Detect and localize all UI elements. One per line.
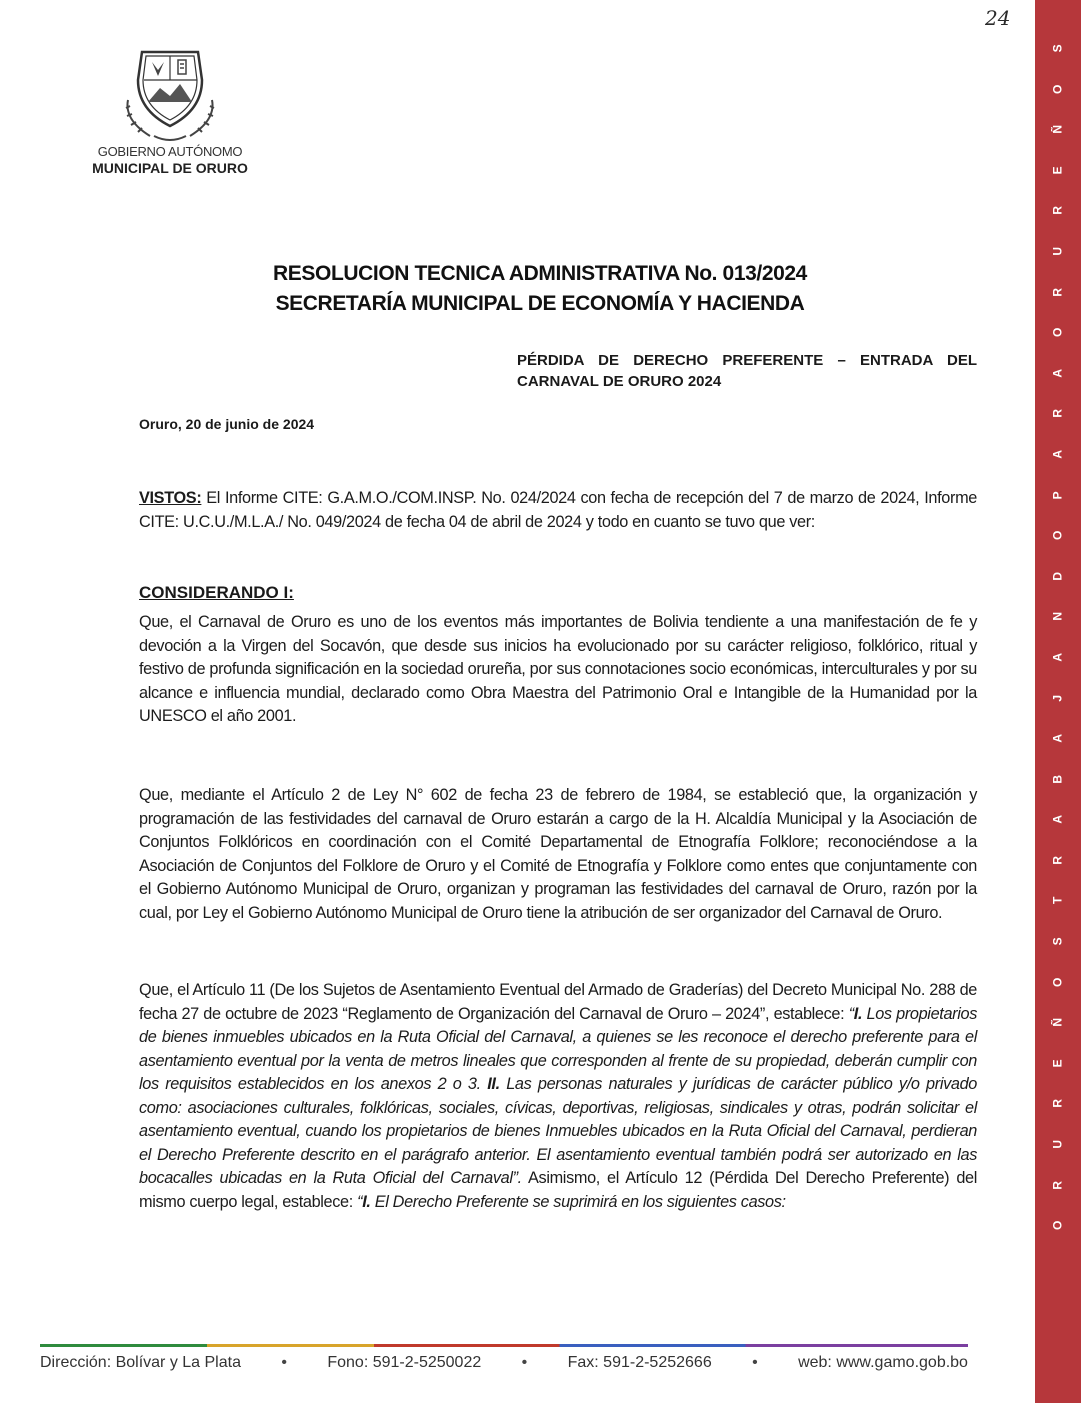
p3-continuation: Asimismo, el Artículo 12 (Pérdida Del Derecho Preferente) del mismo cuerpo legal, establece: — [139, 1169, 977, 1211]
sidebar-motto-letter: R — [1050, 287, 1065, 297]
sidebar-motto-letter: S — [1050, 937, 1065, 946]
footer-phone: Fono: 591-2-5250022 — [327, 1354, 482, 1371]
coat-of-arms-logo — [120, 40, 220, 145]
document-date: Oruro, 20 de junio de 2024 — [139, 416, 315, 432]
sidebar-motto-letter: O — [1050, 327, 1065, 338]
sidebar-motto-letter: R — [1050, 1099, 1065, 1109]
p3-quote1-open: “ — [848, 1004, 854, 1023]
footer-separator: • — [752, 1354, 758, 1371]
footer-separator: • — [281, 1354, 287, 1371]
sidebar-motto-letter: R — [1050, 1180, 1065, 1190]
vistos-text: El Informe CITE: G.A.M.O./COM.INSP. No. 024/2024 con fecha de recepción del 7 de marzo de 2024, Informe CITE: U.C.U./M.L.A./ No. 049/2024 de fecha 04 de abril de 2024 y todo en cuanto se tuvo que ver: — [139, 489, 977, 531]
subject-reference: PÉRDIDA DE DERECHO PREFERENTE – ENTRADA DEL CARNAVAL DE ORURO 2024 — [517, 352, 977, 390]
footer-web[interactable]: web: www.gamo.gob.bo — [798, 1354, 968, 1371]
p3-quote1-text-1: Los propietarios de bienes inmuebles ubicados en la Ruta Oficial del Carnaval, a quienes se les reconoce el derecho preferente para el asentamiento eventual por la venta de metros lineales que corresponden al frente de su propiedad, deberán cumplir con los requisitos establecidos en los anexos 2 o 3. — [139, 1004, 977, 1093]
footer-color-rule — [40, 1344, 968, 1347]
sidebar-motto-letter: O — [1050, 1220, 1065, 1231]
sidebar-motto-letter: P — [1050, 490, 1065, 499]
sidebar-motto-letter: B — [1050, 774, 1065, 784]
org-name-line1: GOBIERNO AUTÓNOMO — [97, 144, 243, 159]
footer-address: Dirección: Bolívar y La Plata — [40, 1354, 241, 1371]
considerando-paragraph-1: Que, el Carnaval de Oruro es uno de los eventos más importantes de Bolivia tendiente a una manifestación de fe y devoción a la Virgen del Socavón, que desde sus inicios ha evolucionado por su carácter religioso, folklórico, ritual y festivo de profunda significación en la sociedad orureña, por sus connotaciones socio económicas, interculturales y por su alcance e influencia mundial, declarado como Obra Maestra del Patrimonio Oral e Intangible de la Humanidad por la UNESCO el año 2001. — [139, 613, 977, 725]
sidebar-motto-letter: A — [1050, 368, 1065, 378]
sidebar-motto-letter: N — [1050, 612, 1065, 621]
sidebar-motto-letter: A — [1050, 652, 1065, 662]
p3-quote2-open: “ — [357, 1192, 363, 1211]
sidebar-motto-letter: U — [1050, 246, 1065, 256]
sidebar-motto-letter: E — [1050, 166, 1065, 175]
org-name-line2: MUNICIPAL DE ORURO — [92, 160, 248, 176]
footer — [40, 1354, 968, 1372]
document-subtitle: SECRETARÍA MUNICIPAL DE ECONOMÍA Y HACIENDA — [275, 292, 805, 315]
footer-fax: Fax: 591-2-5252666 — [567, 1354, 712, 1371]
sidebar-motto-letter: A — [1050, 449, 1065, 459]
p3-quote1-numeral-1: I. — [853, 1004, 863, 1023]
sidebar-motto-letter: D — [1050, 571, 1065, 581]
sidebar-motto-letter: T — [1050, 897, 1065, 905]
considerando-paragraph-3 — [139, 979, 977, 1214]
sidebar-motto-letter: R — [1050, 409, 1065, 418]
sidebar-motto-letter: J — [1050, 694, 1065, 702]
vistos-label: VISTOS: — [139, 489, 202, 507]
sidebar-motto-letter: R — [1050, 855, 1065, 865]
sidebar-motto-letter: S — [1050, 44, 1065, 53]
document-title: RESOLUCION TECNICA ADMINISTRATIVA No. 013/2024 — [273, 262, 807, 285]
considerando-heading: CONSIDERANDO I: — [139, 583, 294, 602]
p3-quote1-numeral-2: II. — [487, 1075, 500, 1093]
sidebar-motto-letter: A — [1050, 734, 1065, 743]
footer-separator: • — [521, 1354, 528, 1371]
motto-sidebar — [1035, 0, 1081, 1403]
sidebar-motto-letter: R — [1050, 206, 1065, 216]
sidebar-motto-letter: O — [1050, 84, 1065, 94]
sidebar-motto-letter: O — [1050, 977, 1065, 987]
sidebar-motto-letter: Ñ — [1050, 125, 1065, 134]
handwritten-page-number: 24 — [985, 6, 1011, 30]
p3-quote2-numeral-1: I. — [362, 1192, 371, 1211]
p3-intro: Que, el Artículo 11 (De los Sujetos de Asentamiento Eventual del Armado de Graderías) del Decreto Municipal No. 288 de fecha 27 de octubre de 2023 “Reglamento de Organización del Carnaval de Oruro – 2024”, establece: — [139, 981, 977, 1023]
sidebar-motto-letter: U — [1050, 1140, 1065, 1149]
sidebar-motto-letter: Ñ — [1050, 1018, 1065, 1027]
sidebar-motto-letter: E — [1050, 1059, 1065, 1068]
vistos-paragraph — [139, 487, 977, 534]
p3-quote2-text-1: El Derecho Preferente se suprimirá en los siguientes casos: — [370, 1192, 786, 1211]
p3-quote1-text-2: Las personas naturales y jurídicas de carácter público y/o privado como: asociaciones culturales, folklóricas, sociales, cívicas, deportivas, religiosas, sindicales y otras, podrán solicitar el asentamiento eventual, cuando los propietarios de bienes Inmuebles ubicados en la Ruta Oficial del Carnaval, perdieran el Derecho Preferente descrito en el parágrafo anterior. El asentamiento eventual también podrá ser autorizado en las bocacalles ubicadas en la Ruta Oficial del Carnaval”. — [139, 1075, 977, 1187]
considerando-paragraph-2: Que, mediante el Artículo 2 de Ley N° 602 de fecha 23 de febrero de 1984, se estableció que, la organización y programación de las festividades del carnaval de Oruro estarán a cargo de la H. Alcaldía Municipal y la Asociación de Conjuntos Folklóricos en coordinación con el Comité Departamental de Etnografía Folklore; reconociéndose a la Asociación de Conjuntos del Folklore de Oruro y el Comité de Etnografía y Folklore como entes que conjuntamente con el Gobierno Autónomo Municipal de Oruro, organizan y programan las festividades del carnaval de Oruro, razón por la cual, por Ley el Gobierno Autónomo Municipal de Oruro tiene la atribución de ser organizador del Carnaval de Oruro. — [139, 786, 977, 922]
sidebar-motto-letter: O — [1050, 530, 1065, 541]
sidebar-motto-letter: A — [1050, 815, 1065, 824]
